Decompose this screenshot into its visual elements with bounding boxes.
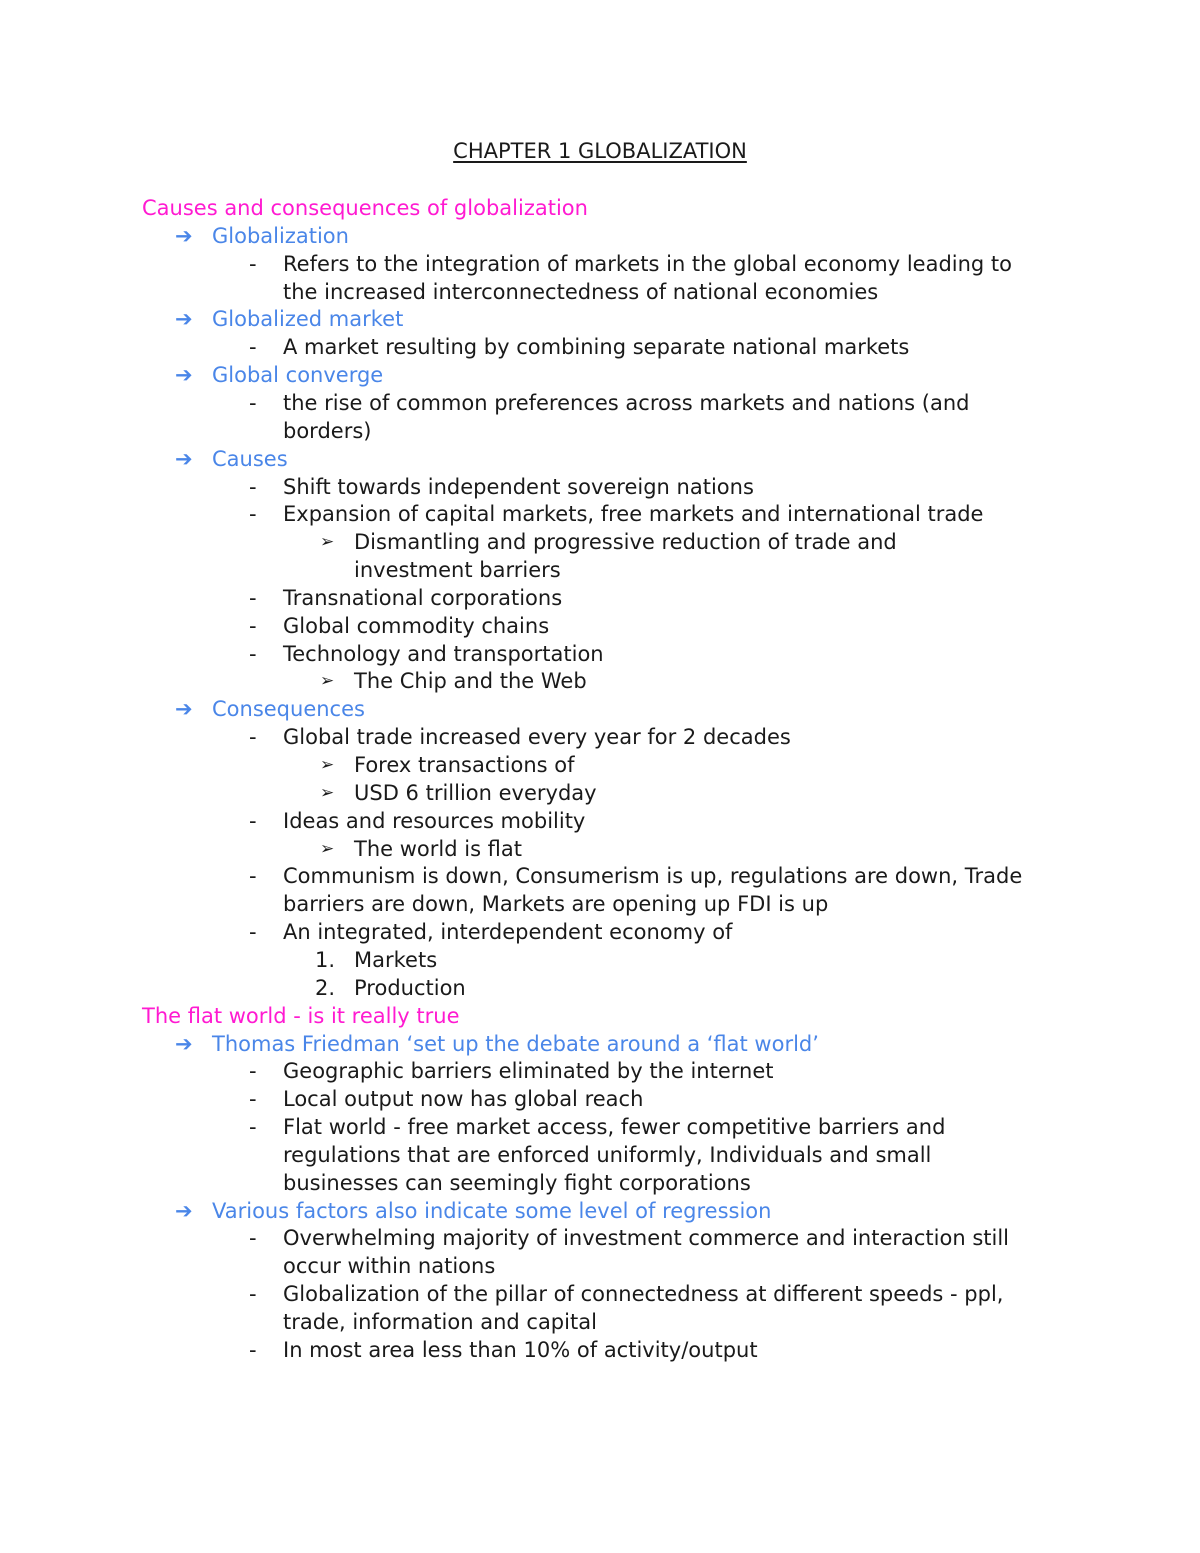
bullet-text: Globalization of the pillar of connectedness at different speeds - ppl, — [283, 1282, 1004, 1307]
bullet-text: A market resulting by combining separate national markets — [283, 335, 910, 360]
arrow-icon: ➔ — [175, 697, 193, 722]
bullet-item — [249, 333, 910, 361]
dash-bullet: - — [249, 1226, 257, 1251]
sub-bullet-text: USD 6 trillion everyday — [354, 780, 597, 805]
bullet-text: In most area less than 10% of activity/output — [283, 1337, 758, 1362]
dash-bullet: - — [249, 1087, 257, 1112]
dash-bullet: - — [249, 1282, 257, 1307]
numbered-item — [315, 974, 466, 1002]
topic-label: Consequences — [212, 697, 365, 722]
dash-bullet: - — [249, 864, 257, 889]
bullet-text: Shift towards independent sovereign nations — [283, 474, 754, 499]
bullet-text: trade, information and capital — [283, 1310, 597, 1334]
bullet-item — [249, 1336, 758, 1364]
arrowhead-bullet-icon: ➢ — [320, 755, 335, 775]
dash-bullet: - — [249, 474, 257, 499]
sub-bullet-item — [320, 751, 575, 779]
topic-label: Various factors also indicate some level of regression — [212, 1198, 772, 1223]
arrowhead-bullet-icon: ➢ — [320, 671, 335, 692]
topic-heading — [175, 222, 349, 250]
page-title: CHAPTER 1 GLOBALIZATION — [453, 139, 747, 163]
topic-label: Global converge — [212, 363, 384, 388]
bullet-text: An integrated, interdependent economy of — [283, 920, 733, 945]
bullet-text: Communism is down, Consumerism is up, regulations are down, Trade — [283, 864, 1023, 889]
bullet-continuation — [283, 278, 878, 306]
bullet-text: borders) — [283, 418, 372, 443]
topic-heading — [175, 305, 404, 333]
dash-bullet: - — [249, 1337, 257, 1362]
bullet-text: regulations that are enforced uniformly, Individuals and small — [283, 1142, 932, 1167]
bullet-text: Overwhelming majority of investment commerce and interaction still — [283, 1226, 1009, 1251]
bullet-item — [249, 723, 791, 751]
list-number: 1. — [315, 947, 336, 972]
arrowhead-bullet-icon: ➢ — [320, 838, 335, 859]
topic-label: Thomas Friedman ‘set up the debate around a ‘flat world’ — [212, 1031, 819, 1056]
dash-bullet: - — [249, 920, 257, 945]
topic-heading — [175, 695, 365, 723]
numbered-text: Markets — [354, 947, 438, 972]
bullet-item — [249, 1113, 946, 1141]
arrow-icon: ➔ — [175, 307, 193, 332]
bullet-continuation — [283, 1141, 931, 1169]
bullet-item — [249, 584, 563, 612]
bullet-item — [249, 500, 984, 528]
bullet-text: barriers are down, Markets are opening up FDI is up — [283, 892, 829, 917]
sub-bullet-item — [320, 667, 587, 695]
arrow-icon: ➔ — [175, 1031, 193, 1056]
arrow-icon: ➔ — [175, 446, 193, 471]
bullet-continuation — [283, 890, 828, 918]
bullet-text: Global trade increased every year for 2 decades — [283, 725, 791, 750]
numbered-text: Production — [354, 975, 466, 1000]
topic-label: Globalized market — [212, 307, 404, 332]
bullet-text: Technology and transportation — [283, 641, 604, 666]
bullet-text: Global commodity chains — [283, 613, 550, 638]
bullet-item — [249, 1280, 1004, 1308]
bullet-continuation — [283, 1308, 597, 1336]
bullet-text: businesses can seemingly fight corporations — [283, 1170, 751, 1195]
topic-heading — [175, 1030, 819, 1058]
topic-label: Causes — [212, 446, 288, 471]
bullet-text: the increased interconnectedness of national economies — [283, 279, 879, 304]
bullet-text: occur within nations — [283, 1254, 496, 1279]
section-heading-text: The flat world - is it really true — [142, 1003, 460, 1028]
arrow-icon: ➔ — [175, 363, 193, 388]
bullet-text: Expansion of capital markets, free markets and international trade — [283, 502, 984, 527]
dash-bullet: - — [249, 390, 257, 415]
topic-heading — [175, 1197, 772, 1225]
bullet-item — [249, 862, 1023, 890]
arrow-icon: ➔ — [175, 1198, 193, 1223]
topic-heading — [175, 445, 288, 473]
bullet-item — [249, 612, 550, 640]
bullet-item — [249, 1057, 774, 1085]
bullet-item — [249, 640, 604, 668]
sub-bullet-item — [320, 779, 597, 807]
numbered-item — [315, 946, 438, 974]
bullet-text: Refers to the integration of markets in the global economy leading to — [283, 251, 1013, 276]
bullet-text: the rise of common preferences across markets and nations (and — [283, 390, 970, 415]
sub-bullet-text: Forex transactions of — [354, 753, 575, 777]
bullet-item — [249, 918, 733, 946]
bullet-item — [249, 1224, 1009, 1252]
dash-bullet: - — [249, 585, 257, 610]
bullet-continuation — [283, 1169, 751, 1197]
dash-bullet: - — [249, 725, 257, 750]
bullet-text: Ideas and resources mobility — [283, 808, 586, 833]
sub-bullet-text: investment barriers — [354, 558, 561, 583]
dash-bullet: - — [249, 502, 257, 527]
list-number: 2. — [315, 975, 336, 1000]
topic-label: Globalization — [212, 223, 349, 248]
sub-bullet-continuation — [354, 556, 561, 584]
sub-bullet-item — [320, 528, 897, 556]
sub-bullet-text: The Chip and the Web — [354, 669, 587, 694]
bullet-text: Transnational corporations — [283, 585, 563, 610]
bullet-text: Local output now has global reach — [283, 1087, 644, 1112]
bullet-item — [249, 250, 1013, 278]
sub-bullet-text: The world is flat — [354, 836, 523, 861]
dash-bullet: - — [249, 251, 257, 276]
sub-bullet-text: Dismantling and progressive reduction of trade and — [354, 530, 897, 555]
dash-bullet: - — [249, 808, 257, 833]
bullet-item — [249, 389, 970, 417]
sub-bullet-item — [320, 835, 523, 863]
bullet-text: Geographic barriers eliminated by the internet — [283, 1059, 774, 1084]
bullet-continuation — [283, 1252, 495, 1280]
dash-bullet: - — [249, 1115, 257, 1140]
arrow-icon: ➔ — [175, 223, 193, 248]
section-heading — [142, 194, 588, 222]
bullet-continuation — [283, 417, 371, 445]
bullet-text: Flat world - free market access, fewer competitive barriers and — [283, 1115, 946, 1140]
dash-bullet: - — [249, 641, 257, 666]
arrowhead-bullet-icon: ➢ — [320, 532, 335, 553]
section-heading — [142, 1002, 460, 1030]
dash-bullet: - — [249, 613, 257, 638]
bullet-item — [249, 807, 586, 835]
topic-heading — [175, 361, 384, 389]
arrowhead-bullet-icon: ➢ — [320, 782, 335, 803]
section-heading-text: Causes and consequences of globalization — [142, 196, 588, 220]
dash-bullet: - — [249, 1059, 257, 1084]
bullet-item — [249, 1085, 644, 1113]
bullet-item — [249, 473, 754, 501]
dash-bullet: - — [249, 335, 257, 360]
